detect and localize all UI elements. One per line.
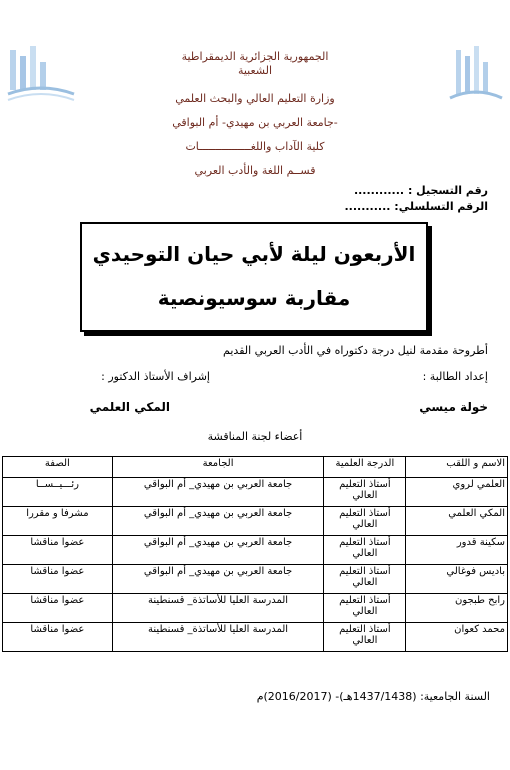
table-row (3, 623, 508, 652)
member-degree: أستاذ التعليم العالي (324, 565, 406, 594)
table-row (3, 478, 508, 507)
member-name: سكينة قدور (406, 536, 508, 565)
committee-title: أعضاء لجنة المناقشة (207, 430, 303, 443)
supervisor-label: إشراف الأستاذ الدكتور : (101, 370, 210, 383)
table-row (3, 565, 508, 594)
table-row (3, 594, 508, 623)
member-university: جامعة العربي بن مهيدي_ أم البواقي (112, 565, 324, 594)
member-university: جامعة العربي بن مهيدي_ أم البواقي (112, 536, 324, 565)
member-university: جامعة العربي بن مهيدي_ أم البواقي (112, 507, 324, 536)
university-line: جامعة العربي بن مهيدي- أم البواقي- (172, 116, 338, 129)
member-name: رابح طبجون (406, 594, 508, 623)
header-degree: الدرجة العلمية (324, 457, 406, 478)
registration-value: ............ (353, 184, 405, 197)
member-degree: أستاذ التعليم العالي (324, 507, 406, 536)
member-university: المدرسة العليا للأساتذة_ قسنطينة (112, 594, 324, 623)
member-name: المكي العلمي (406, 507, 508, 536)
serial-value: ........... (344, 200, 391, 213)
table-row (3, 536, 508, 565)
member-name: العلمي لروي (406, 478, 508, 507)
registration-number (354, 184, 488, 197)
header-role: الصفة (3, 457, 113, 478)
republic-line-2: الشعبية (237, 64, 273, 77)
member-role: عضوا مناقشا (3, 565, 113, 594)
member-university: جامعة العربي بن مهيدي_ أم البواقي (112, 478, 324, 507)
member-role: عضوا مناقشا (3, 536, 113, 565)
student-name: خولة ميسي (419, 400, 488, 414)
header-name: الاسم و اللقب (406, 457, 508, 478)
member-degree: أستاذ التعليم العالي (324, 478, 406, 507)
serial-number (344, 200, 488, 213)
serial-label: الرقم التسلسلي: (394, 200, 488, 213)
committee-table (2, 456, 508, 652)
member-degree: أستاذ التعليم العالي (324, 536, 406, 565)
member-role: عضوا مناقشا (3, 594, 113, 623)
thesis-description: أطروحة مقدمة لنيل درجة دكتوراه في الأدب العربي القديم (223, 344, 488, 357)
member-name: باديس فوغالي (406, 565, 508, 594)
ministry-line: وزارة التعليم العالي والبحث العلمي (175, 92, 335, 105)
member-university: المدرسة العليا للأساتذة_ قسنطينة (112, 623, 324, 652)
title-box (80, 222, 428, 332)
department-line: قســم اللغة والأدب العربي (194, 164, 316, 177)
member-degree: أستاذ التعليم العالي (324, 623, 406, 652)
member-role: مشرفا و مقررا (3, 507, 113, 536)
thesis-subtitle: مقاربة سوسيونصية (157, 286, 351, 310)
header-university: الجامعة (112, 457, 324, 478)
university-logo-right-icon (448, 44, 504, 110)
table-header-row (3, 457, 508, 478)
student-label: إعداد الطالبة : (422, 370, 488, 383)
university-logo-left-icon (6, 42, 76, 108)
republic-line: الجمهورية الجزائرية الديمقراطية (181, 50, 329, 63)
supervisor-name: المكي العلمي (89, 400, 170, 414)
table-row (3, 507, 508, 536)
registration-label: رقم التسجيل : (407, 184, 488, 197)
academic-year: السنة الجامعية: (1437/1438هـ)- (2016/2017)م (256, 690, 490, 703)
member-role: عضوا مناقشا (3, 623, 113, 652)
member-degree: أستاذ التعليم العالي (324, 594, 406, 623)
thesis-title: الأربعون ليلة لأبي حيان التوحيدي (92, 242, 416, 266)
member-name: محمد كعوان (406, 623, 508, 652)
faculty-line: كلية الآداب واللغــــــــــــــــات (185, 140, 325, 153)
member-role: رئـــيــســا (3, 478, 113, 507)
